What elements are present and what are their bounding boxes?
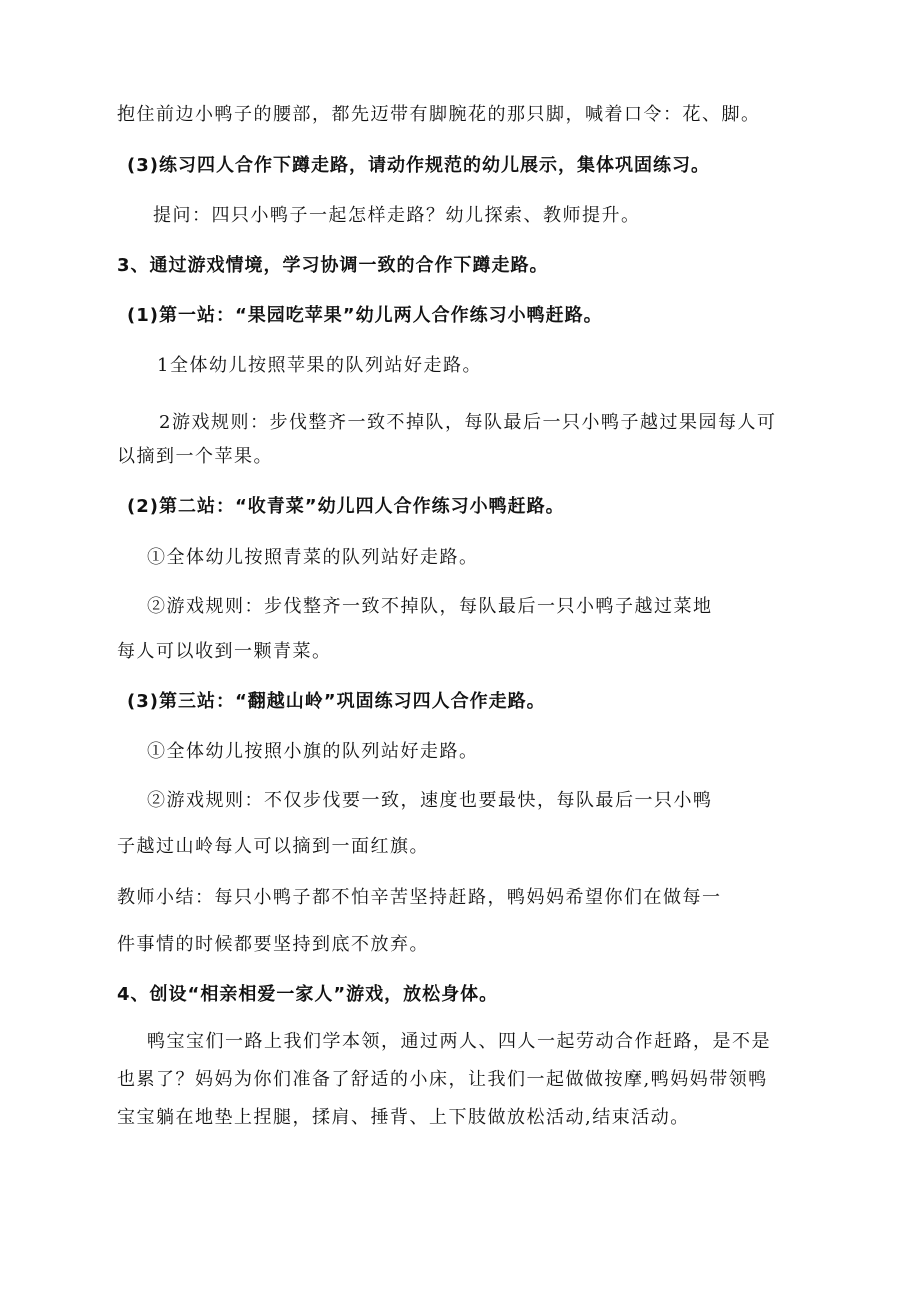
step-heading-3: (3)练习四人合作下蹲走路，请动作规范的幼儿展示，集体巩固练习。 [127,155,710,176]
section-heading-3: 3、通过游戏情境，学习协调一致的合作下蹲走路。 [117,255,549,276]
station-3-item-1: ①全体幼儿按照小旗的队列站好走路。 [147,741,479,762]
closing-paragraph-line-2: 也累了？妈妈为你们准备了舒适的小床，让我们一起做做按摩,鸭妈妈带领鸭 [117,1069,768,1090]
station-1-item-2: 2游戏规则：步伐整齐一致不掉队，每队最后一只小鸭子越过果园每人可 [159,412,777,433]
teacher-summary-line-2: 件事情的时候都要坚持到底不放弃。 [117,934,429,955]
question-line: 提问：四只小鸭子一起怎样走路？幼儿探索、教师提升。 [153,205,641,226]
paragraph-line-1: 抱住前边小鸭子的腰部，都先迈带有脚腕花的那只脚，喊着口令：花、脚。 [117,104,761,125]
station-1-item-2-cont: 以摘到一个苹果。 [117,446,273,467]
closing-paragraph-line-3: 宝宝躺在地垫上捏腿，揉肩、捶背、上下肢做放松活动,结束活动。 [117,1107,690,1128]
station-2-item-2: ②游戏规则：步伐整齐一致不掉队，每队最后一只小鸭子越过菜地 [147,596,713,617]
station-3-item-2: ②游戏规则：不仅步伐要一致，速度也要最快，每队最后一只小鸭 [147,790,713,811]
section-heading-4: 4、创设“相亲相爱一家人”游戏，放松身体。 [117,984,499,1005]
station-2-item-2-cont: 每人可以收到一颗青菜。 [117,641,332,662]
teacher-summary-line-1: 教师小结：每只小鸭子都不怕辛苦坚持赶路，鸭妈妈希望你们在做每一 [117,887,722,908]
station-2-heading: (2)第二站：“收青菜”幼儿四人合作练习小鸭赶路。 [127,496,565,517]
station-3-heading: (3)第三站：“翻越山岭”巩固练习四人合作走路。 [127,691,546,712]
station-1-heading: (1)第一站：“果园吃苹果”幼儿两人合作练习小鸭赶路。 [127,305,603,326]
station-1-item-1: 1全体幼儿按照苹果的队列站好走路。 [157,355,482,376]
station-3-item-2-cont: 子越过山岭每人可以摘到一面红旗。 [117,836,429,857]
station-2-item-1: ①全体幼儿按照青菜的队列站好走路。 [147,547,479,568]
closing-paragraph-line-1: 鸭宝宝们一路上我们学本领，通过两人、四人一起劳动合作赶路，是不是 [147,1031,771,1052]
